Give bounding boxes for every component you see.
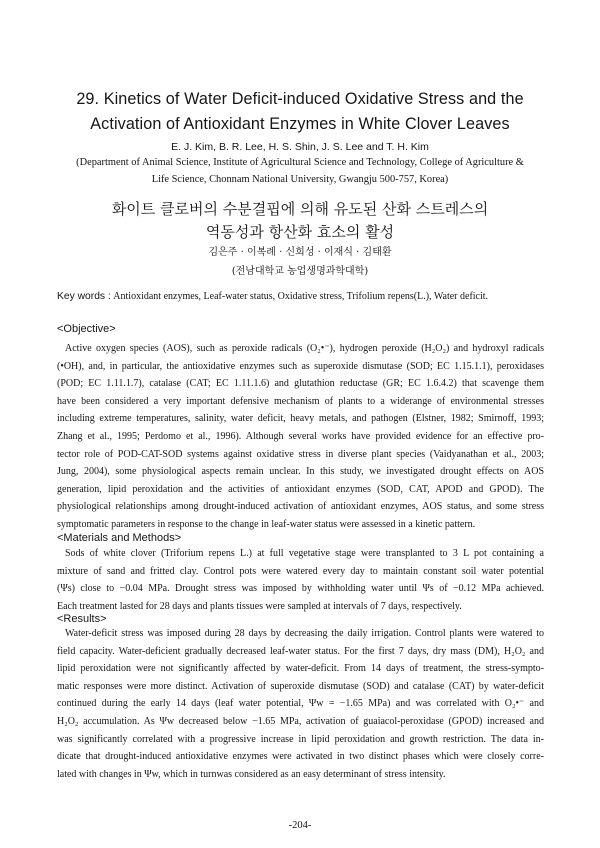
text-line: Zhang et al., 1995; Perdomo et al., 1996). Although several works have provided evidence for an effective pro-	[57, 430, 544, 442]
affiliation-line-2: Life Science, Chonnam National University, Gwangju 500-757, Korea)	[151, 174, 449, 185]
text-line: matic responses were more distinct. Activation of superoxide dismutase (SOD) and catalase (CAT) by water-deficit	[57, 680, 544, 692]
text-line: (Ψs) close to −0.04 MPa. Drought stress was imposed by withholding water until Ψs of −0.12 MPa achieved.	[57, 583, 544, 595]
methods-paragraph	[57, 545, 544, 615]
paper-title-line-1: 29. Kinetics of Water Deficit-induced Oxidative Stress and the	[76, 90, 524, 108]
text-line: mixture of sand and fritted clay. Control pots were watered every day to maintain constant soil water potential	[57, 565, 544, 577]
text-line: dicate that drought-induced antioxidative enzymes were activated in two distinct phases which were closely corre-	[57, 751, 544, 763]
text-line: continued during the early 14 days (leaf water potential, Ψw = −1.65 MPa) and was correlated with O₂•⁻ and	[57, 698, 544, 710]
keywords	[57, 291, 557, 302]
text-line: lipid peroxidation were not significantly affected by water-deficit. From 14 days of treatment, the stress-sympto-	[57, 663, 544, 675]
korean-affiliation: (전남대학교 농업생명과학대학)	[231, 266, 369, 277]
text-line: Each treatment lasted for 28 days and plants tissues were sampled at intervals of 7 days, respectively.	[57, 600, 462, 612]
results-paragraph	[57, 625, 544, 783]
methods-heading: <Materials and Methods>	[57, 532, 182, 544]
author-list: E. J. Kim, B. R. Lee, H. S. Shin, J. S. Lee and T. H. Kim	[171, 141, 429, 153]
text-line: (•OH), and, in particular, the antioxidative enzymes such as superoxide dismutase (SOD; EC 1.15.1.1), peroxidases	[57, 360, 544, 372]
text-line: tector role of POD-CAT-SOD systems against oxidative stress in diverse plant species (Vaidyanathan et al., 2003;	[57, 448, 544, 460]
objective-paragraph	[57, 340, 544, 534]
korean-author-list: 김은주 · 이복례 · 신희성 · 이재식 · 김태환	[208, 247, 392, 258]
text-line: Water-deficit stress was imposed during 28 days by decreasing the daily irrigation. Control plants were watered to	[65, 628, 544, 639]
text-line: H₂O₂ accumulation. As Ψw decreased below −1.65 MPa, activation of guaiacol-peroxidase (GPOD) increased and	[57, 715, 544, 727]
text-line: symptomatic parameters in response to the change in leaf-water status were assessed in a kinetic pattern.	[57, 518, 476, 530]
objective-heading: <Objective>	[57, 323, 116, 335]
korean-title-line-2: 역동성과 항산화 효소의 활성	[205, 223, 395, 241]
text-line: (POD; EC 1.11.1.7), catalase (CAT; EC 1.11.1.6) and glutathion reductase (GR; EC 1.6.4.2) that scavenge them	[57, 378, 544, 390]
results-heading: <Results>	[57, 613, 107, 625]
text-line: including extreme temperatures, salinity, water deficit, heavy metals, and pathogen (Elstner, 1982; Smirnoff, 1993;	[57, 413, 544, 425]
text-line: was significantly correlated with a progressive increase in lipid peroxidation and growth restriction. The data in-	[57, 733, 544, 745]
text-line: Jung, 2004), some physiological aspects remain unclear. In this study, we investigated drought effects on AOS	[57, 466, 544, 478]
page-number: -204-	[288, 820, 312, 831]
korean-title-line-1: 화이트 클로버의 수분결핍에 의해 유도된 산화 스트레스의	[111, 200, 489, 218]
text-line: have been considered a very important defensive mechanism of plants to a widerange of environmental stresses	[57, 395, 544, 407]
text-line: Sods of white clover (Triforium repens L.) at full vegetative stage were transplanted to 3 L pot containing a	[65, 548, 544, 559]
affiliation-line-1: (Department of Animal Science, Institute of Agricultural Science and Technology, College of Agriculture &	[76, 157, 524, 168]
text-line: field capacity. Water-deficient gradually decreased leaf-water status. For the first 7 days, dry mass (DM), H₂O₂ and	[57, 645, 544, 657]
text-line: Active oxygen species (AOS), such as peroxide radicals (O₂•⁻), hydrogen peroxide (H₂O₂) and hydroxyl radicals	[65, 343, 544, 354]
paper-title-line-2: Activation of Antioxidant Enzymes in White Clover Leaves	[90, 115, 510, 133]
keywords-text: Antioxidant enzymes, Leaf-water status, Oxidative stress, Trifolium repens(L.), Water deficit.	[113, 291, 489, 302]
text-line: generation, lipid peroxidation and the activities of antioxidant enzymes (SOD, CAT, APOD and GPOD). The	[57, 483, 544, 495]
text-line: lated with changes in Ψw, which in turnwas considered as an easy determinant of stress intensity.	[57, 768, 446, 780]
text-line: physiological relationships among drought-induced activation of antioxidant enzymes, AOS status, and some stress	[57, 501, 544, 513]
keywords-label: Key words :	[57, 291, 111, 302]
